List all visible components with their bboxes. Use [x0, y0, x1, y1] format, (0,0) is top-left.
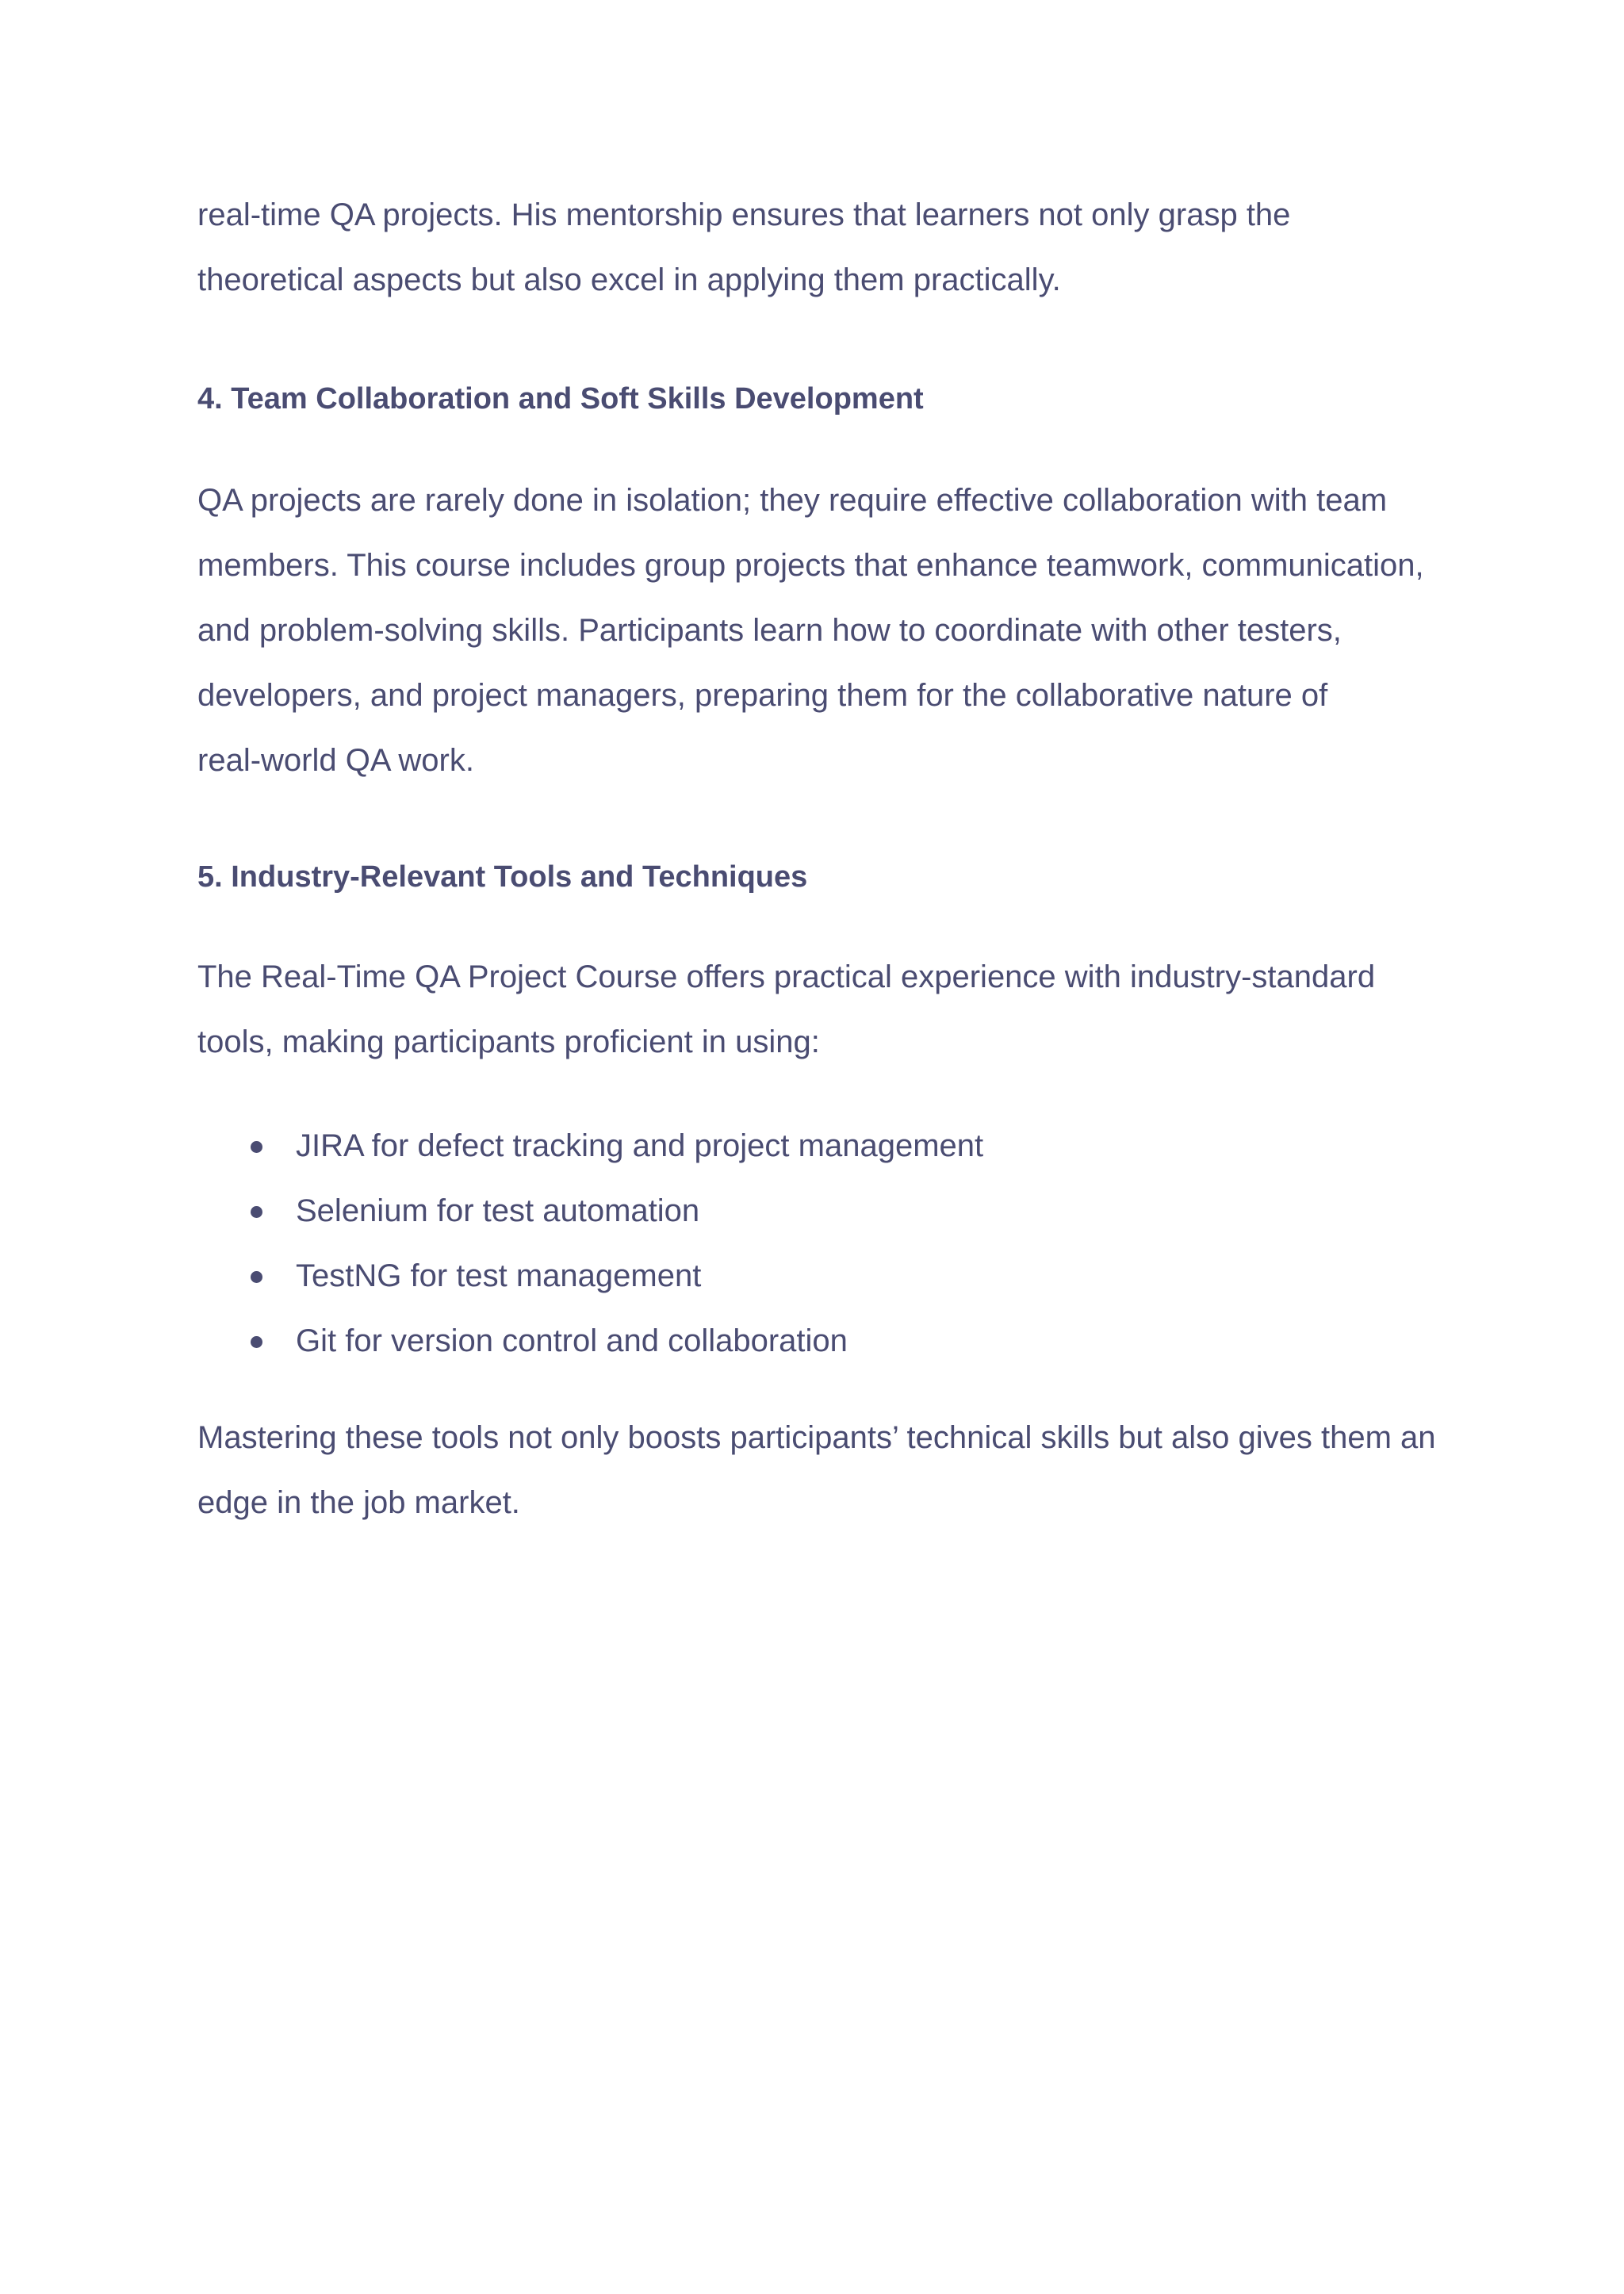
paragraph-line: developers, and project managers, preparing them for the collaborative nature of: [197, 678, 1328, 713]
section-4-heading: 4. Team Collaboration and Soft Skills Development: [197, 382, 924, 416]
list-item-text: Selenium for test automation: [296, 1193, 700, 1228]
paragraph-line: Mastering these tools not only boosts participants’ technical skills but also gives them an: [197, 1420, 1436, 1455]
bullet-icon: [251, 1271, 262, 1283]
paragraph-line: and problem-solving skills. Participants learn how to coordinate with other testers,: [197, 613, 1342, 648]
paragraph-line: real-world QA work.: [197, 743, 474, 778]
paragraph-line: tools, making participants proficient in using:: [197, 1024, 820, 1059]
intro-paragraph: [197, 182, 1450, 312]
section-5-paragraph: [197, 944, 1450, 1074]
intro-line: theoretical aspects but also excel in applying them practically.: [197, 262, 1061, 297]
paragraph-line: members. This course includes group projects that enhance teamwork, communication,: [197, 548, 1424, 583]
bullet-icon: [251, 1141, 262, 1153]
list-item: [197, 1308, 1450, 1373]
list-item-text: Git for version control and collaboration: [296, 1323, 848, 1358]
bullet-icon: [251, 1206, 262, 1218]
intro-line: real-time QA projects. His mentorship ensures that learners not only grasp the: [197, 197, 1291, 232]
list-item: [197, 1243, 1450, 1308]
closing-paragraph: [197, 1405, 1450, 1535]
paragraph-line: edge in the job market.: [197, 1485, 520, 1520]
tools-list: [197, 1113, 1450, 1373]
list-item: [197, 1178, 1450, 1243]
section-4-paragraph: [197, 468, 1450, 793]
list-item: [197, 1113, 1450, 1178]
paragraph-line: QA projects are rarely done in isolation; they require effective collaboration with team: [197, 483, 1388, 518]
list-item-text: JIRA for defect tracking and project management: [296, 1128, 984, 1163]
list-item-text: TestNG for test management: [296, 1258, 702, 1293]
bullet-icon: [251, 1336, 262, 1348]
paragraph-line: The Real-Time QA Project Course offers practical experience with industry-standard: [197, 959, 1376, 994]
section-5-heading: 5. Industry-Relevant Tools and Techniques: [197, 860, 808, 894]
